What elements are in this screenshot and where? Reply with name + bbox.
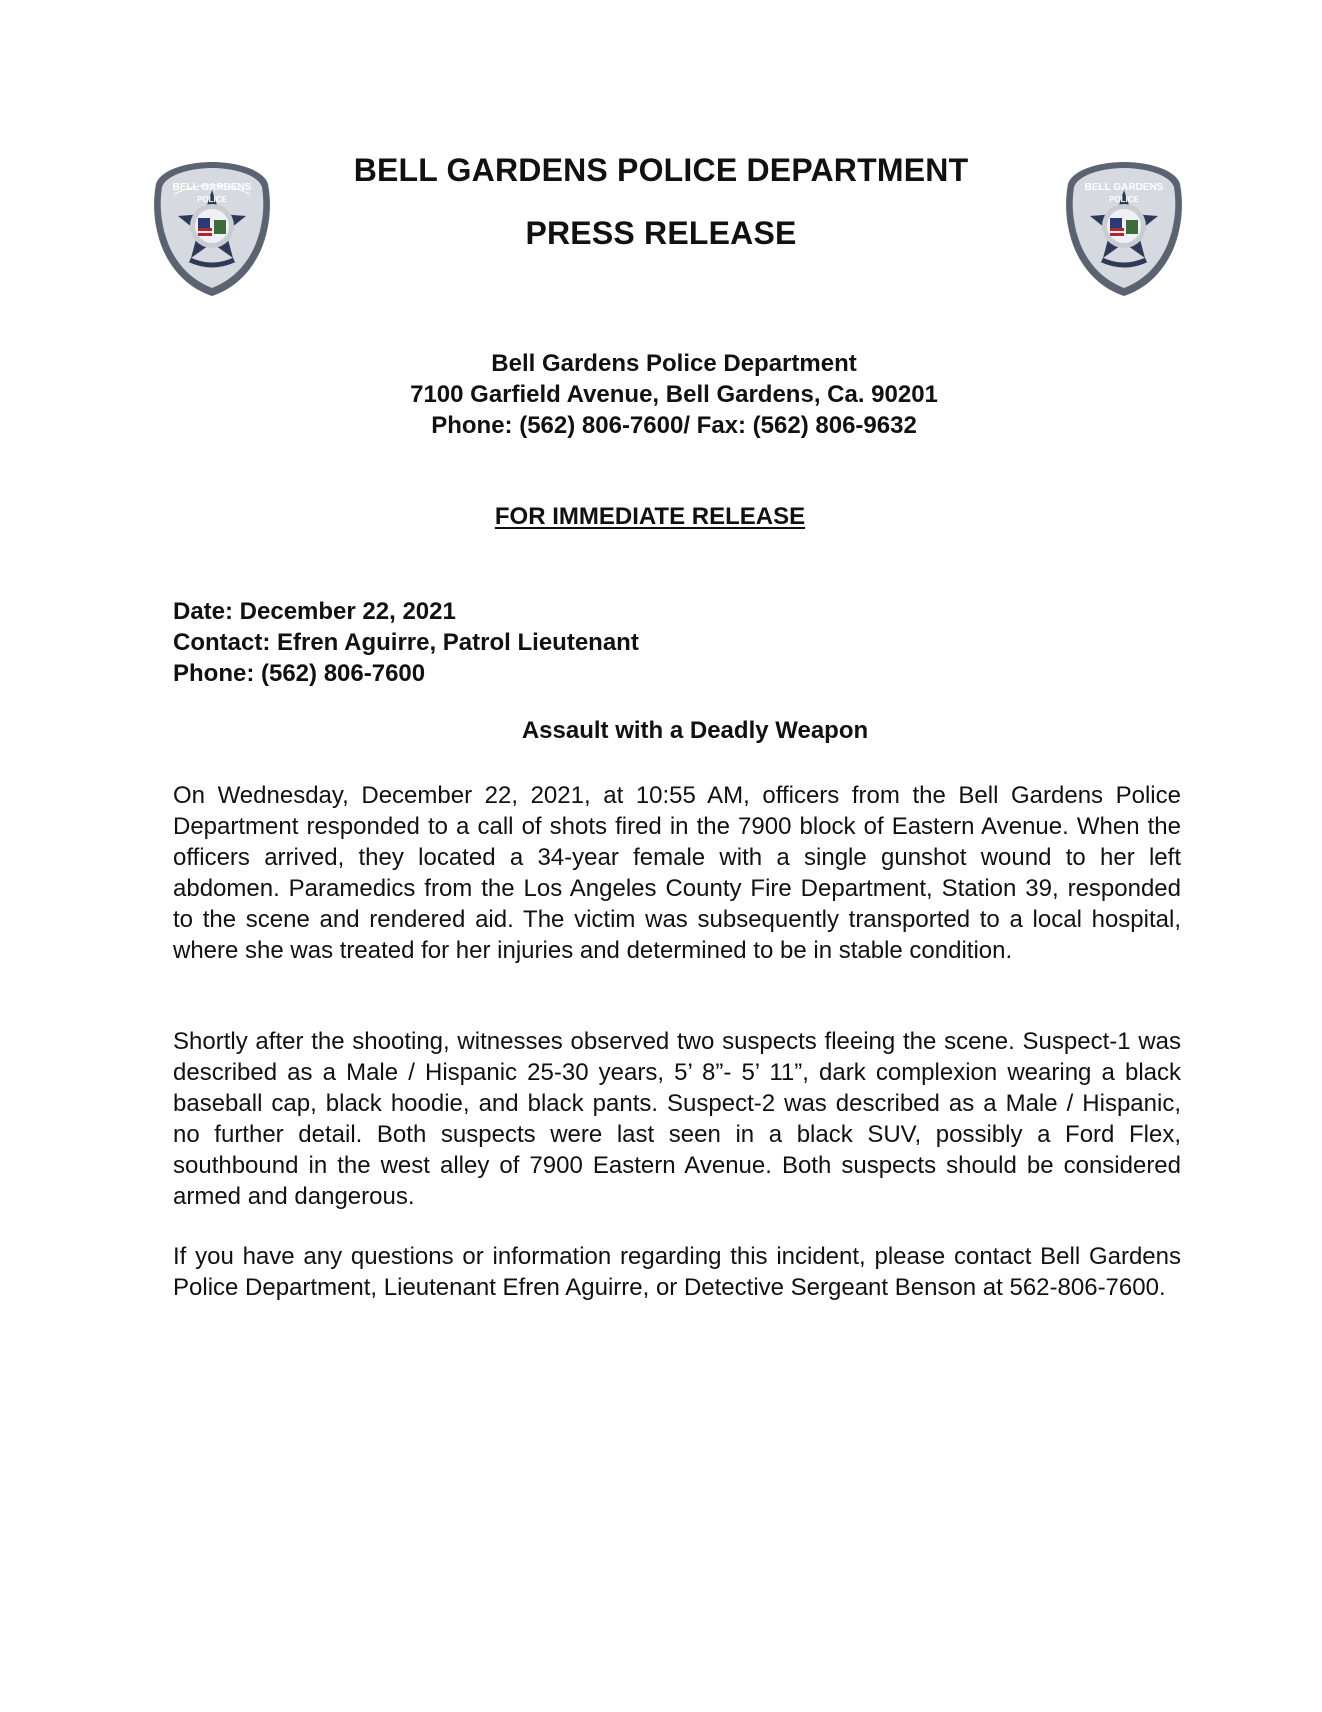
badge-text-top: BELL GARDENS xyxy=(172,182,252,193)
incident-subject: Assault with a Deadly Weapon xyxy=(521,717,869,744)
badge-text-center: POLICE xyxy=(1109,195,1139,204)
police-badge-right xyxy=(1064,160,1184,298)
department-title: BELL GARDENS POLICE DEPARTMENT xyxy=(353,152,969,188)
police-star-badge-icon xyxy=(1064,160,1184,298)
badge-text-center: POLICE xyxy=(197,195,227,204)
badge-text-top: BELL GARDENS xyxy=(1084,182,1164,193)
department-phone-fax: Phone: (562) 806-7600/ Fax: (562) 806-9632 xyxy=(431,412,917,439)
document-type-title: PRESS RELEASE xyxy=(525,215,797,251)
release-meta xyxy=(173,596,639,689)
release-phone: Phone: (562) 806-7600 xyxy=(173,660,426,687)
release-label: FOR IMMEDIATE RELEASE xyxy=(494,503,806,530)
department-address: 7100 Garfield Avenue, Bell Gardens, Ca. 90201 xyxy=(410,381,938,408)
body-paragraph-1: On Wednesday, December 22, 2021, at 10:55 AM, officers from the Bell Gardens Police Department responded to a call of shots fired in the 7900 block of Eastern Avenue. When the officers arrived, they located a 34-year female with a single gunshot wound to her left abdomen. Paramedics from the Los Angeles County Fire Department, Station 39, responded to the scene and rendered aid. The victim was subsequently transported to a local hospital, where she was treated for her injuries and determined to be in stable condition. xyxy=(173,782,1181,964)
body-paragraph-2: Shortly after the shooting, witnesses observed two suspects fleeing the scene. Suspect-1 was described as a Male / Hispanic 25-30 years, 5’ 8”- 5’ 11”, dark complexion wearing a black baseball cap, black hoodie, and black pants. Suspect-2 was described as a Male / Hispanic, no further detail. Both suspects were last seen in a black SUV, possibly a Ford Flex, southbound in the west alley of 7900 Eastern Avenue. Both suspects should be considered armed and dangerous. xyxy=(173,1028,1181,1210)
department-name: Bell Gardens Police Department xyxy=(491,350,857,377)
body-paragraph-3: If you have any questions or information regarding this incident, please contact Bell Gardens Police Department, Lieutenant Efren Aguirre, or Detective Sergeant Benson at 562-806-7600. xyxy=(173,1243,1181,1301)
release-contact: Contact: Efren Aguirre, Patrol Lieutenant xyxy=(173,629,639,656)
release-date: Date: December 22, 2021 xyxy=(173,598,456,625)
department-contact-block xyxy=(0,348,1322,441)
